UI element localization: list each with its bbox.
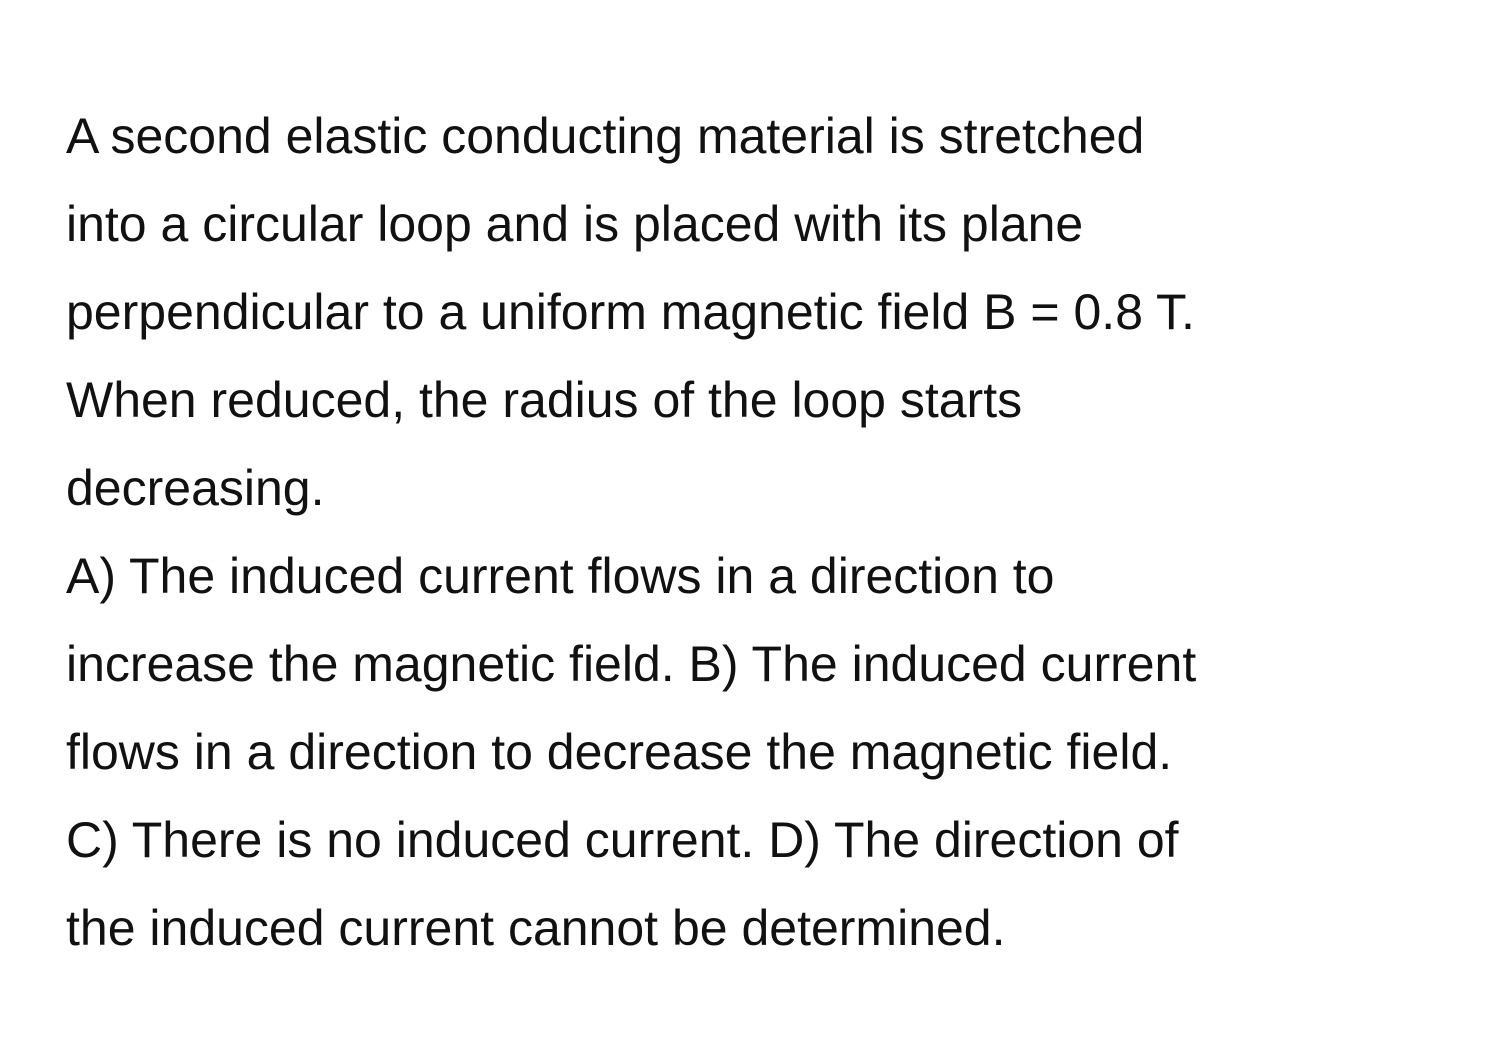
option-line: A) The induced current flows in a direction to [66, 548, 1055, 604]
question-line: decreasing. [66, 460, 325, 516]
option-line: flows in a direction to decrease the magnetic field. [66, 724, 1173, 780]
question-line: perpendicular to a uniform magnetic field B = 0.8 T. [66, 284, 1195, 340]
question-line: A second elastic conducting material is stretched [66, 108, 1145, 164]
option-line: the induced current cannot be determined. [66, 900, 1006, 956]
question-line: When reduced, the radius of the loop starts [66, 372, 1023, 428]
answer-options [66, 532, 1440, 972]
question-line: into a circular loop and is placed with its plane [66, 196, 1084, 252]
option-line: C) There is no induced current. D) The direction of [66, 812, 1179, 868]
question-text [66, 92, 1440, 532]
option-line: increase the magnetic field. B) The induced current [66, 636, 1197, 692]
